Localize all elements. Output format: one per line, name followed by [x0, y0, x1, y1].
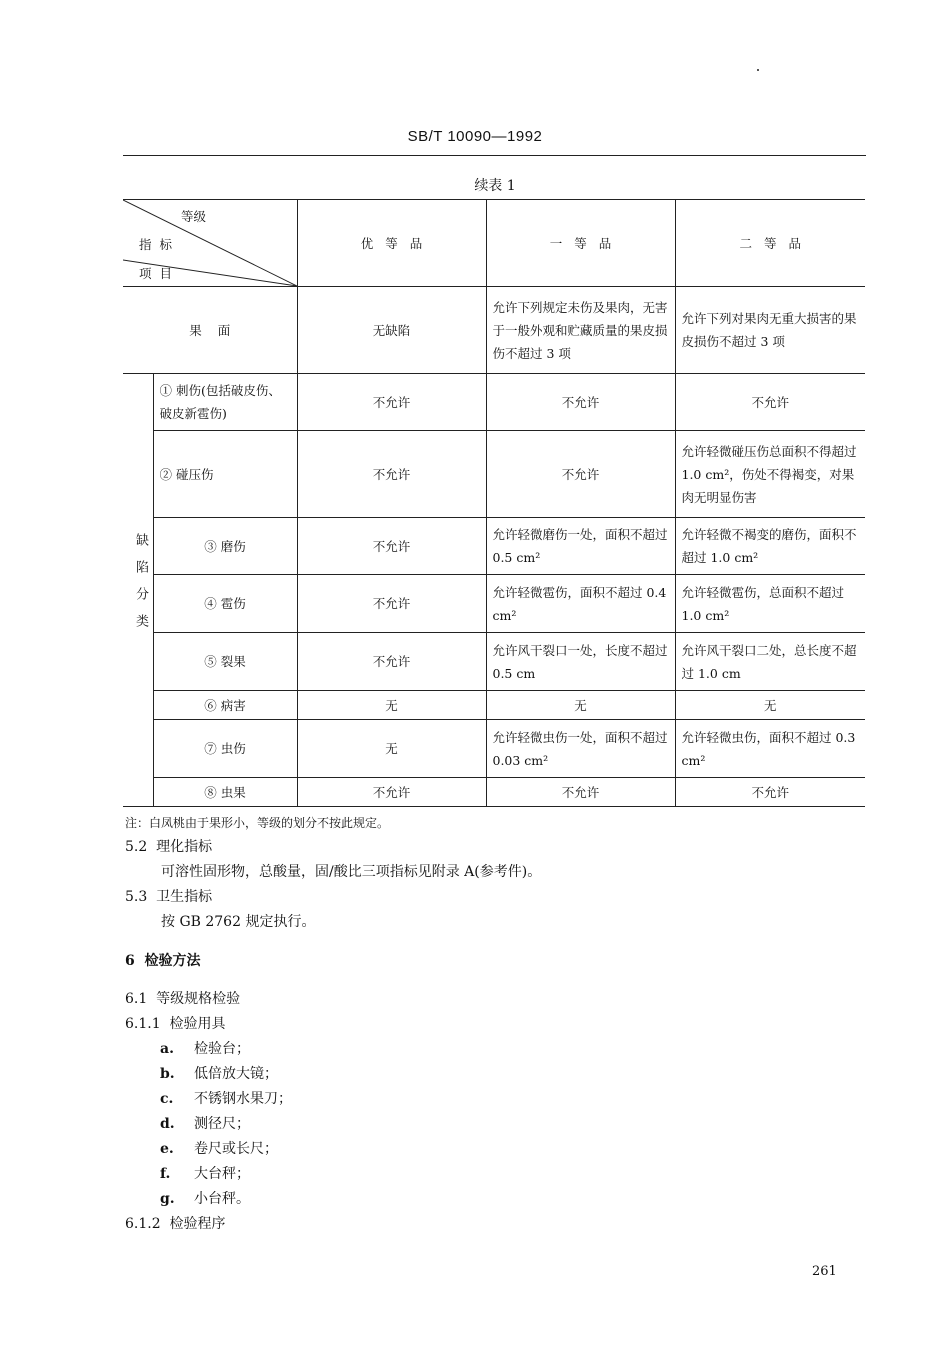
section-6-1-title: 6.1 等级规格检验: [125, 991, 241, 1007]
defect-second: 不允许: [675, 778, 865, 807]
defect-second: 允许风干裂口二处，总长度不超过 1.0 cm: [675, 633, 865, 691]
section-5-3-title: 5.3 卫生指标: [125, 889, 213, 905]
corner-indicator-label: 指 标: [139, 237, 172, 252]
tool-item: c. 不锈钢水果刀；: [160, 1091, 292, 1107]
defect-group-label: 缺陷分类: [123, 374, 153, 807]
defect-second: 允许轻微虫伤，面积不超过 0.3 cm²: [675, 720, 865, 778]
defect-first: 不允许: [486, 431, 675, 518]
defect-excellent: 不允许: [297, 374, 486, 431]
defect-name: ⑤ 裂果: [153, 633, 297, 691]
tool-item: b. 低倍放大镜；: [160, 1066, 278, 1082]
tool-item: a. 检验台；: [160, 1041, 250, 1057]
defect-excellent: 不允许: [297, 431, 486, 518]
defect-excellent: 不允许: [297, 575, 486, 633]
defect-second: 允许轻微雹伤，总面积不超过 1.0 cm²: [675, 575, 865, 633]
defect-first: 不允许: [486, 374, 675, 431]
tool-item: d. 测径尺；: [160, 1116, 250, 1132]
table-caption: 续表 1: [474, 178, 516, 194]
defect-first: 允许风干裂口一处，长度不超过 0.5 cm: [486, 633, 675, 691]
defect-excellent: 无: [297, 720, 486, 778]
defect-excellent: 无: [297, 691, 486, 720]
row-label-surface: 果 面: [123, 287, 297, 374]
defect-name: ⑦ 虫伤: [153, 720, 297, 778]
defect-name: ⑧ 虫果: [153, 778, 297, 807]
defect-name: ③ 磨伤: [153, 518, 297, 575]
scan-speck: [757, 69, 759, 71]
section-6-1-1-title: 6.1.1 检验用具: [125, 1016, 226, 1032]
defect-name: ④ 雹伤: [153, 575, 297, 633]
corner-item-label: 项 目: [139, 266, 172, 281]
defect-excellent: 不允许: [297, 633, 486, 691]
defect-first: 允许轻微虫伤一处，面积不超过 0.03 cm²: [486, 720, 675, 778]
defect-excellent: 不允许: [297, 518, 486, 575]
tool-item: f. 大台秤；: [160, 1166, 250, 1182]
defect-first: 允许轻微磨伤一处，面积不超过 0.5 cm²: [486, 518, 675, 575]
defect-first: 不允许: [486, 778, 675, 807]
defect-excellent: 不允许: [297, 778, 486, 807]
section-5-3-body: 按 GB 2762 规定执行。: [161, 914, 316, 930]
col-header-excellent: 优 等 品: [297, 200, 486, 287]
defect-second: 不允许: [675, 374, 865, 431]
defect-second: 允许轻微碰压伤总面积不得超过 1.0 cm²，伤处不得褐变，对果肉无明显伤害: [675, 431, 865, 518]
surface-first: 允许下列规定未伤及果肉，无害于一般外观和贮藏质量的果皮损伤不超过 3 项: [486, 287, 675, 374]
defect-name: ⑥ 病害: [153, 691, 297, 720]
section-5-2-title: 5.2 理化指标: [125, 839, 213, 855]
page-number: 261: [812, 1264, 837, 1279]
header-rule: [123, 155, 866, 156]
section-6-title: 6 检验方法: [125, 953, 201, 969]
corner-grade-label: 等级: [181, 209, 207, 224]
defect-first: 允许轻微雹伤，面积不超过 0.4 cm²: [486, 575, 675, 633]
surface-second: 允许下列对果肉无重大损害的果皮损伤不超过 3 项: [675, 287, 865, 374]
col-header-second: 二 等 品: [675, 200, 865, 287]
tool-item: g. 小台秤。: [160, 1191, 250, 1207]
defect-name: ① 刺伤(包括破皮伤、破皮新雹伤): [153, 374, 297, 431]
corner-header-cell: [123, 200, 297, 287]
defect-second: 允许轻微不褐变的磨伤，面积不超过 1.0 cm²: [675, 518, 865, 575]
tool-item: e. 卷尺或长尺；: [160, 1141, 278, 1157]
defect-first: 无: [486, 691, 675, 720]
section-6-1-2-title: 6.1.2 检验程序: [125, 1216, 226, 1232]
standard-code: SB/T 10090—1992: [407, 128, 543, 145]
defect-name: ② 碰压伤: [153, 431, 297, 518]
surface-excellent: 无缺陷: [297, 287, 486, 374]
grade-table: [123, 199, 865, 807]
section-5-2-body: 可溶性固形物，总酸量，固/酸比三项指标见附录 A(参考件)。: [161, 864, 542, 880]
defect-second: 无: [675, 691, 865, 720]
col-header-first: 一 等 品: [486, 200, 675, 287]
table-note: 注：白凤桃由于果形小，等级的划分不按此规定。: [125, 816, 390, 830]
